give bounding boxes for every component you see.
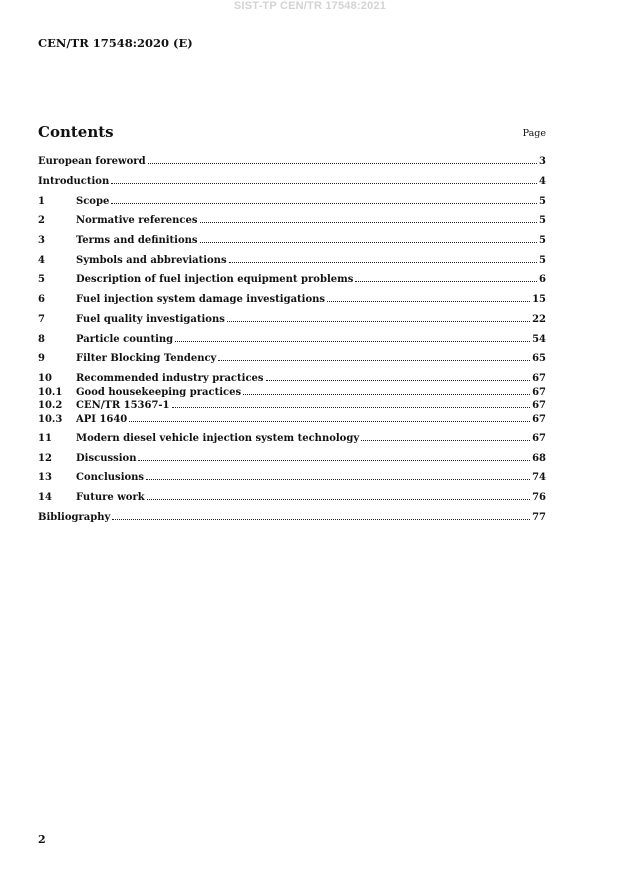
- toc-entry-page: 15: [532, 294, 546, 305]
- toc-dot-leader: [112, 511, 530, 520]
- toc-entry-page: 3: [539, 156, 546, 167]
- toc-entry-number: 4: [38, 255, 45, 266]
- toc-entry-title: Normative references: [76, 215, 198, 226]
- toc-entry-page: 5: [539, 215, 546, 226]
- toc-entry[interactable]: [38, 333, 546, 347]
- watermark-text: SIST-TP CEN/TR 17548:2021: [233, 0, 387, 12]
- toc-entry-number: 10.1: [38, 387, 63, 398]
- contents-title: Contents: [38, 123, 114, 141]
- toc-entry-title: Recommended industry practices: [76, 373, 264, 384]
- toc-entry-page: 68: [532, 453, 546, 464]
- toc-entry-number: 2: [38, 215, 45, 226]
- toc-entry-page: 4: [539, 176, 546, 187]
- toc-entry-page: 74: [532, 472, 546, 483]
- toc-entry[interactable]: [38, 452, 546, 466]
- toc-entry[interactable]: [38, 471, 546, 485]
- toc-entry[interactable]: [38, 293, 546, 307]
- toc-dot-leader: [218, 352, 530, 361]
- toc-dot-leader: [227, 313, 530, 322]
- toc-entry-title: API 1640: [76, 414, 128, 425]
- toc-dot-leader: [148, 155, 537, 164]
- toc-entry[interactable]: [38, 399, 546, 413]
- toc-entry-title: Bibliography: [38, 512, 111, 523]
- toc-entry[interactable]: [38, 313, 546, 327]
- toc-dot-leader: [200, 214, 538, 223]
- toc-entry-page: 67: [532, 400, 546, 411]
- toc-entry-number: 9: [38, 353, 45, 364]
- toc-entry-title: Fuel quality investigations: [76, 314, 225, 325]
- toc-entry[interactable]: [38, 386, 546, 400]
- toc-entry-page: 67: [532, 433, 546, 444]
- toc-entry[interactable]: [38, 195, 546, 209]
- toc-dot-leader: [129, 413, 530, 422]
- toc-entry-page: 77: [532, 512, 546, 523]
- toc-entry-page: 76: [532, 492, 546, 503]
- toc-dot-leader: [146, 471, 530, 480]
- toc-entry-number: 8: [38, 334, 45, 345]
- toc-dot-leader: [327, 293, 530, 302]
- toc-entry-title: Symbols and abbreviations: [76, 255, 227, 266]
- toc-entry[interactable]: [38, 511, 546, 525]
- toc-entry-page: 5: [539, 255, 546, 266]
- toc-entry-title: Conclusions: [76, 472, 145, 483]
- toc-entry-title: Future work: [76, 492, 145, 503]
- toc-dot-leader: [138, 452, 530, 461]
- toc-entry-number: 10.2: [38, 400, 63, 411]
- toc-dot-leader: [355, 273, 537, 282]
- toc-entry-title: CEN/TR 15367-1: [76, 400, 170, 411]
- toc-dot-leader: [200, 234, 538, 243]
- toc-entry-title: European foreword: [38, 156, 146, 167]
- toc-entry-title: Terms and definitions: [76, 235, 198, 246]
- toc-entry-page: 6: [539, 274, 546, 285]
- toc-entry-number: 14: [38, 492, 52, 503]
- toc-entry-title: Description of fuel injection equipment problems: [76, 274, 354, 285]
- page-number: 2: [38, 833, 46, 846]
- toc-entry-page: 67: [532, 414, 546, 425]
- toc-dot-leader: [266, 372, 531, 381]
- document-id: CEN/TR 17548:2020 (E): [38, 36, 193, 50]
- toc-entry[interactable]: [38, 234, 546, 248]
- toc-entry[interactable]: [38, 273, 546, 287]
- toc-dot-leader: [361, 432, 530, 441]
- toc-entry-page: 22: [532, 314, 546, 325]
- toc-entry-title: Modern diesel vehicle injection system technology: [76, 433, 360, 444]
- toc-entry-title: Good housekeeping practices: [76, 387, 242, 398]
- toc-entry-number: 7: [38, 314, 45, 325]
- toc-entry-title: Scope: [76, 196, 110, 207]
- toc-entry-number: 1: [38, 196, 45, 207]
- toc-entry[interactable]: [38, 214, 546, 228]
- toc-entry[interactable]: [38, 432, 546, 446]
- toc-dot-leader: [111, 195, 537, 204]
- toc-entry-page: 67: [532, 373, 546, 384]
- toc-dot-leader: [111, 175, 537, 184]
- toc-entry[interactable]: [38, 352, 546, 366]
- toc-entry-number: 5: [38, 274, 45, 285]
- toc-dot-leader: [172, 399, 531, 408]
- toc-entry-number: 12: [38, 453, 52, 464]
- toc-entry[interactable]: [38, 372, 546, 386]
- toc-entry[interactable]: [38, 155, 546, 169]
- toc-entry[interactable]: [38, 413, 546, 427]
- toc-entry-number: 10: [38, 373, 52, 384]
- toc-entry-page: 54: [532, 334, 546, 345]
- toc-dot-leader: [147, 491, 530, 500]
- toc-entry[interactable]: [38, 254, 546, 268]
- page-column-label: Page: [522, 128, 546, 139]
- toc-entry-page: 65: [532, 353, 546, 364]
- toc-entry-title: Particle counting: [76, 334, 174, 345]
- toc-entry-page: 67: [532, 387, 546, 398]
- toc-entry-title: Discussion: [76, 453, 137, 464]
- toc-entry-number: 6: [38, 294, 45, 305]
- toc-entry-page: 5: [539, 235, 546, 246]
- toc-entry[interactable]: [38, 175, 546, 189]
- toc-entry-title: Fuel injection system damage investigations: [76, 294, 326, 305]
- toc-entry[interactable]: [38, 491, 546, 505]
- toc-dot-leader: [243, 386, 530, 395]
- toc-entry-title: Filter Blocking Tendency: [76, 353, 217, 364]
- toc-entry-number: 3: [38, 235, 45, 246]
- toc-entry-number: 11: [38, 433, 52, 444]
- toc-entry-page: 5: [539, 196, 546, 207]
- toc-entry-number: 10.3: [38, 414, 63, 425]
- toc-entry-number: 13: [38, 472, 52, 483]
- toc-dot-leader: [229, 254, 537, 263]
- toc-dot-leader: [175, 333, 530, 342]
- toc-entry-title: Introduction: [38, 176, 110, 187]
